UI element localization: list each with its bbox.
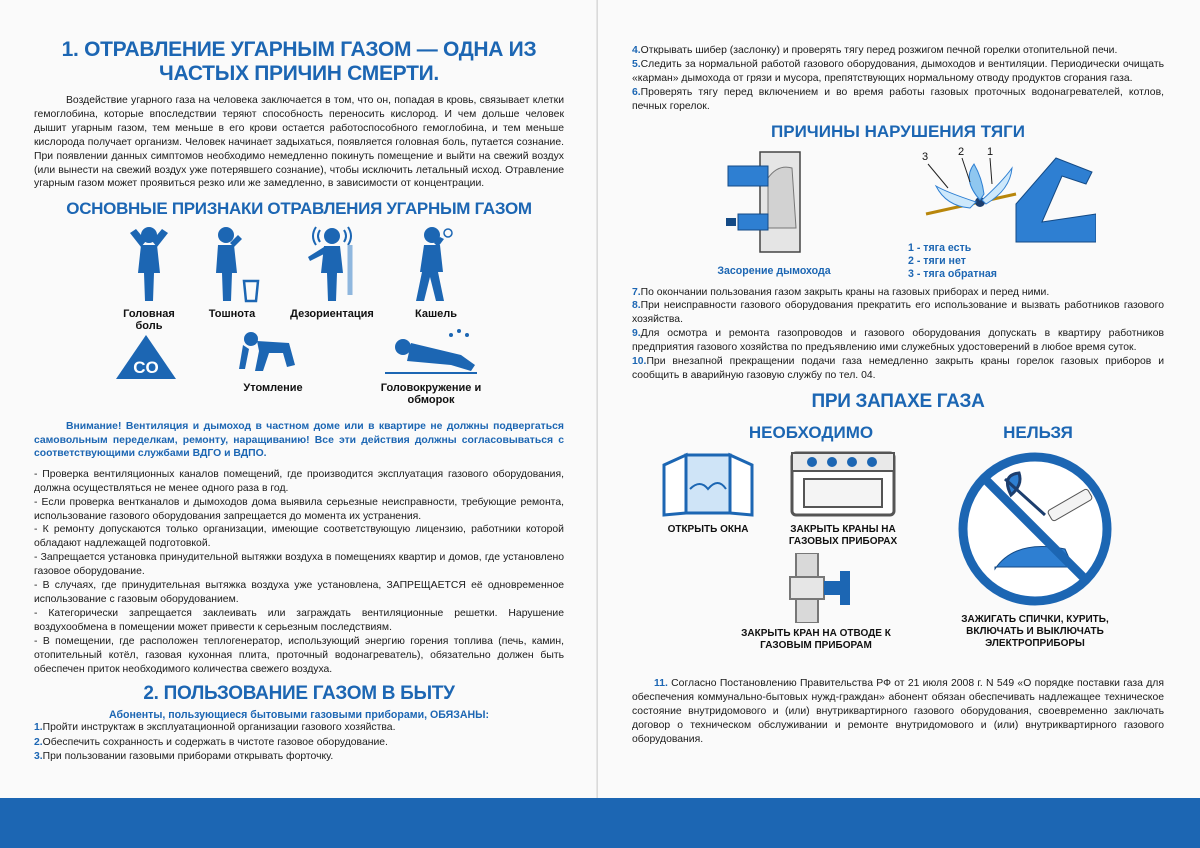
item-11 <box>632 677 1164 747</box>
co-warning-sign <box>114 333 178 386</box>
window-icon <box>660 449 756 519</box>
symptom-disorientation-label: Дезориентация <box>290 308 374 321</box>
action-open-windows <box>660 449 756 536</box>
warning-text: Внимание! Вентиляция и дымоход в частном доме или в квартире не должны подвергаться самовольным переделкам, ремонту, наращиванию! Все эти действия должны согласовываться с соответствующими службами ВДГО и ВДПО. <box>34 421 564 460</box>
duty-item <box>632 327 1164 355</box>
symptom-headache <box>114 225 184 332</box>
usage-title: 2. ПОЛЬЗОВАНИЕ ГАЗОМ В БЫТУ <box>143 683 455 705</box>
rule-item: - Запрещается установка принудительной вытяжки воздуха в помещениях квартир и домов, где установлено газовое оборудование. <box>34 552 564 578</box>
duty-number: 8. <box>632 300 641 312</box>
draft-title: ПРИЧИНЫ НАРУШЕНИЯ ТЯГИ <box>771 121 1025 141</box>
duty-number: 2. <box>34 736 43 748</box>
duty-item <box>632 286 1164 300</box>
usage-subtitle: Абоненты, пользующиеся бытовыми газовыми приборами, ОБЯЗАНЫ: <box>108 709 490 722</box>
chimney-caption: Засорение дымохода <box>717 264 831 277</box>
symptom-dizziness-label: Головокружение и обморок <box>380 382 482 407</box>
duty-text: Следить за нормальной работой газового оборудования, дымоходов и вентиляции. Периодически очищать «карман» дымохода от грязи и мусора, препятствующих нормальному отводу продуктов сгорания газа. <box>632 58 1164 84</box>
duty-item <box>34 736 564 750</box>
duty-item <box>34 721 564 735</box>
duties-list-mid <box>632 286 1164 383</box>
rule-item: - В случаях, где принудительная вытяжка воздуха уже установлена, ЗАПРЕЩАЕТСЯ её одновременное использование с газовым оборудованием. <box>34 580 564 605</box>
symptom-disorientation <box>282 225 382 320</box>
item-11-number: 11. <box>654 677 668 689</box>
duty-item <box>632 299 1164 327</box>
duty-number: 4. <box>632 45 641 56</box>
burner-draft <box>896 144 1096 249</box>
draft-legend-item: 3 - тяга обратная <box>908 267 997 280</box>
duty-text: Обеспечить сохранность и содержать в чистоте газовое оборудование. <box>42 736 388 748</box>
prohibition-label: ЗАЖИГАТЬ СПИЧКИ, КУРИТЬ, ВКЛЮЧАТЬ И ВЫКЛЮЧАТЬ ЭЛЕКТРОПРИБОРЫ <box>961 613 1109 649</box>
duty-text: Открывать шибер (заслонку) и проверять тягу перед розжигом печной горелки отопительной печи. <box>640 45 1118 56</box>
duty-text: По окончании пользования газом закрыть краны на газовых приборах и перед ними. <box>640 286 1050 298</box>
chimney-blockage <box>717 148 834 278</box>
gas-smell-title: ПРИ ЗАПАХЕ ГАЗА <box>811 390 985 412</box>
symptom-cough-label: Кашель <box>414 308 457 321</box>
draft-number-2: 2 <box>958 145 965 158</box>
chimney-icon <box>724 148 834 260</box>
duty-item <box>34 750 564 764</box>
duty-number: 9. <box>632 328 641 340</box>
duty-text: При неисправности газового оборудования прекратить его использование и вызвать работников газового хозяйства. <box>632 300 1164 326</box>
disorientation-icon <box>302 225 362 303</box>
cough-icon <box>410 225 462 303</box>
duty-item <box>632 86 1164 114</box>
duty-text: При пользовании газовыми приборами открывать форточку. <box>42 751 334 763</box>
symptom-fatigue-label: Утомление <box>243 382 303 395</box>
rule-item: - Проверка вентиляционных каналов помещений, где производится эксплуатация газового оборудования, должна осуществляться не менее одного раза в год. <box>34 468 564 494</box>
gas-valve-icon <box>776 553 856 623</box>
action-close-valve <box>736 553 896 652</box>
duty-text: При внезапной прекращении подачи газа немедленно закрыть краны горелок газовых приборов и сообщить в аварийную газовую службу по тел. 04. <box>632 356 1164 381</box>
rules-list <box>34 468 564 677</box>
duty-number: 3. <box>34 751 43 763</box>
symptom-fatigue <box>218 325 328 394</box>
headache-icon <box>126 225 172 303</box>
signs-title: ОСНОВНЫЕ ПРИЗНАКИ ОТРАВЛЕНИЯ УГАРНЫМ ГАЗОМ <box>66 199 532 219</box>
footer-band <box>0 798 1200 848</box>
intro-text: Воздействие угарного газа на человека заключается в том, что он, попадая в кровь, связывает клетки гемоглобина, которые впоследствии теряют способность переносить кислород. И чем дольше человек дышит угарным газом, тем меньше в его крови остается работоспособного гемоглобина, и тем меньше кислорода получает организм. Человек начинает задыхаться, появляется головная боль, путается сознание. При появлении данных симптомов необходимо немедленно покинуть помещение и выйти на свежий воздух (или вынести на свежий воздух уже потерявшего сознание), чтобы исключить летальный исход. Отравление угарным газом может проявиться резко или же замедленно, в зависимости от концентрации. <box>34 95 564 190</box>
title-poisoning: 1. ОТРАВЛЕНИЕ УГАРНЫМ ГАЗОМ — ОДНА ИЗ ЧАСТЫХ ПРИЧИН СМЕРТИ. <box>61 38 537 85</box>
duty-number: 6. <box>632 86 641 98</box>
rule-item: - В помещении, где расположен теплогенератор, использующий энергию горения топлива (печь, камин, отопительный котёл, газовая кухонная плита, проточный водонагреватель), обязательно должен быть обеспечен приток необходимого количества свежего воздуха. <box>34 635 564 675</box>
action-close-stove-label: ЗАКРЫТЬ КРАНЫ НА ГАЗОВЫХ ПРИБОРАХ <box>788 523 898 547</box>
symptom-nausea <box>194 225 270 320</box>
burner-draft-icon <box>896 144 1096 244</box>
action-open-windows-label: ОТКРЫТЬ ОКНА <box>667 523 749 535</box>
fainting-icon <box>381 325 481 377</box>
duty-number: 1. <box>34 722 43 734</box>
draft-legend <box>908 242 1038 281</box>
symptoms-illustration <box>34 225 564 415</box>
duty-text: Для осмотра и ремонта газопроводов и газового оборудования допускать в квартиру работников предприятия газового хозяйства по предъявлению ими служебных удостоверений в любое время суток. <box>632 328 1164 354</box>
prohibition-sign-icon <box>955 449 1115 609</box>
symptom-cough <box>406 225 466 320</box>
draft-legend-item: 1 - тяга есть <box>908 241 972 254</box>
must-not-title: НЕЛЬЗЯ <box>1003 422 1073 442</box>
action-close-valve-label: ЗАКРЫТЬ КРАН НА ОТВОДЕ К ГАЗОВЫМ ПРИБОРАМ <box>741 627 891 651</box>
duty-item <box>632 44 1164 58</box>
duty-text: Пройти инструктаж в эксплуатационной организации газового хозяйства. <box>42 722 396 734</box>
duty-text: Проверять тягу перед включением и во время работы газовых проточных водонагревателей, котлов, печных горелок. <box>632 86 1164 112</box>
duty-number: 10. <box>632 356 647 368</box>
action-close-stove <box>778 449 908 548</box>
prohibition <box>950 449 1120 650</box>
stove-icon <box>788 449 898 519</box>
rule-item: - Если проверка вентканалов и дымоходов дома выявила серьезные неисправности, требующие ремонта, использование газового оборудования запрещается до момента их устранения. <box>34 496 564 522</box>
gas-smell-section <box>632 413 1164 673</box>
draft-illustration <box>632 142 1164 282</box>
fatigue-icon <box>233 325 313 377</box>
duty-number: 7. <box>632 286 641 298</box>
item-11-text: Согласно Постановлению Правительства РФ от 21 июля 2008 г. N 549 «О порядке поставки газа для обеспечения коммунально-бытовых нужд-граждан» абонент обязан обеспечивать надлежащее техническое состояние внутридомового и (или) внутриквартирного газового оборудования, своевременно заключать договор о техническом обслуживании и ремонте внутридомового и (или) внутриквартирного газового оборудования. <box>632 677 1164 745</box>
right-page <box>598 0 1200 798</box>
duty-number: 5. <box>632 58 641 70</box>
symptom-headache-label: Головная боль <box>123 308 175 333</box>
duty-item <box>632 58 1164 86</box>
must-title: НЕОБХОДИМО <box>748 422 874 442</box>
duties-list-left <box>34 721 564 764</box>
duty-item <box>632 355 1164 383</box>
symptom-dizziness <box>356 325 506 406</box>
left-page <box>0 0 597 798</box>
duties-list-top <box>632 44 1164 114</box>
draft-number-1: 1 <box>987 145 994 158</box>
draft-number-3: 3 <box>922 150 929 163</box>
symptom-nausea-label: Тошнота <box>208 308 256 321</box>
nausea-icon <box>204 225 260 303</box>
rule-item: - Категорически запрещается заклеивать или заграждать вентиляционные решетки. Нарушение воздухообмена в помещении может привести к серьезным последствиям. <box>34 607 564 633</box>
rule-item: - К ремонту допускаются только организации, имеющие соответствующую лицензию, работники которой обладают надлежащей подготовкой. <box>34 524 564 550</box>
co-label: CO <box>133 358 159 378</box>
draft-legend-item: 2 - тяги нет <box>908 254 966 267</box>
co-triangle-icon <box>114 333 178 381</box>
